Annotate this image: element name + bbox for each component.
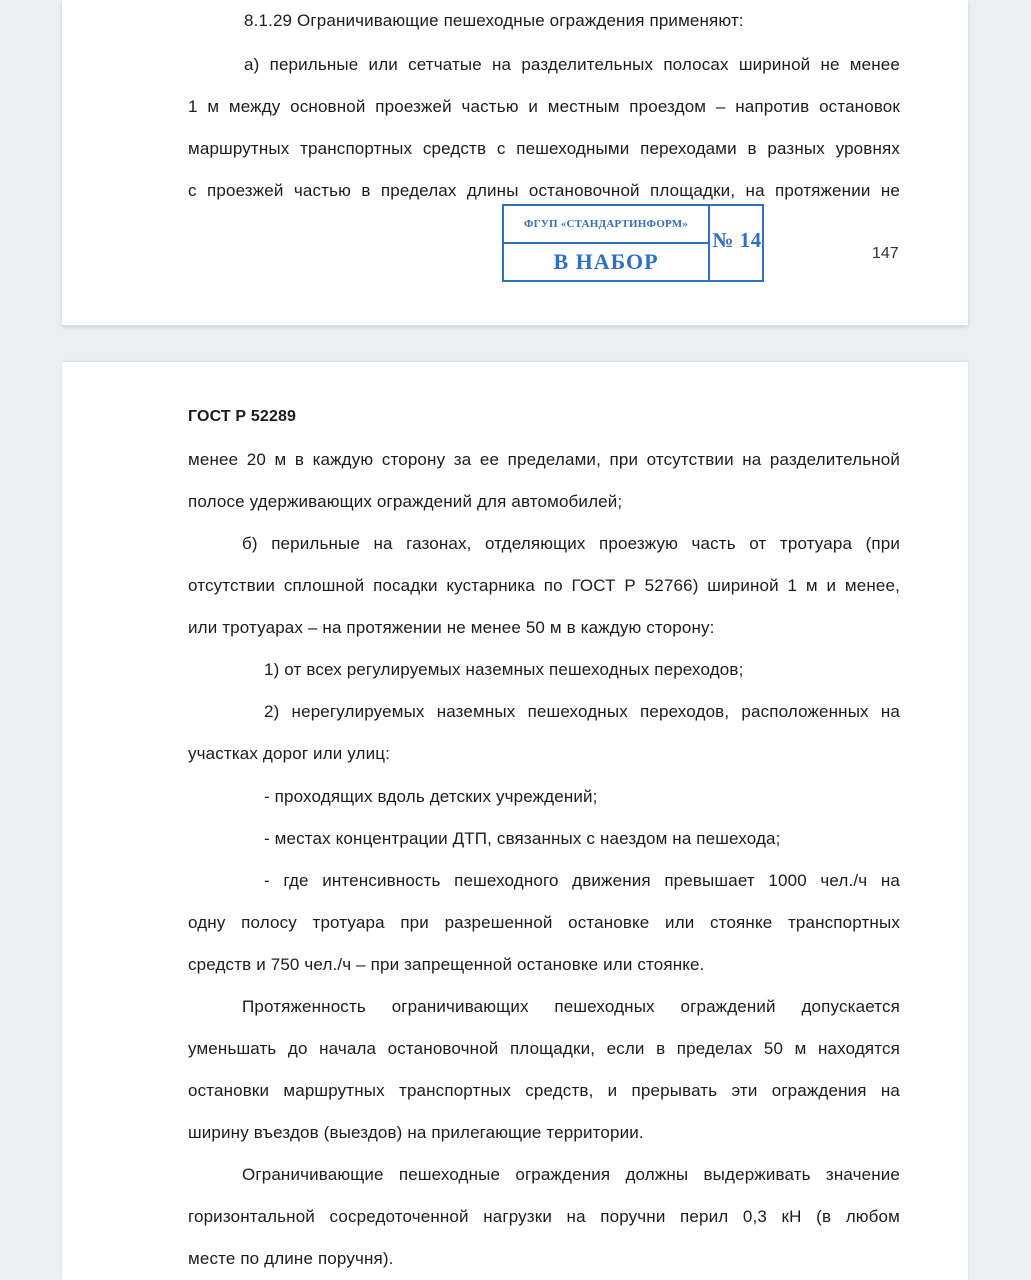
text-line: Ограничивающие пешеходные ограждения должны выдерживать значение <box>242 1165 900 1184</box>
text-line: - проходящих вдоль детских учреждений; <box>264 787 598 806</box>
text-line: участках дорог или улиц: <box>188 744 391 763</box>
text-line: средств и 750 чел./ч – при запрещенной остановке или стоянке. <box>188 955 705 974</box>
page-header: ГОСТ Р 52289 <box>188 408 297 425</box>
page-number: 147 <box>872 245 899 262</box>
stamp-label: В НАБОР <box>553 249 659 274</box>
document-page-148 <box>62 362 968 1280</box>
text-line: маршрутных транспортных средств с пешеходными переходами в разных уровнях <box>188 139 900 158</box>
text-line: отсутствии сплошной посадки кустарника по ГОСТ Р 52766) шириной 1 м и менее, <box>188 576 900 595</box>
stamp-organization: ФГУП «СТАНДАРТИНФОРМ» <box>504 206 708 244</box>
text-line: - местах концентрации ДТП, связанных с наездом на пешехода; <box>264 829 781 848</box>
approval-stamp <box>502 204 764 282</box>
text-line: остановки маршрутных транспортных средств, и прерывать эти ограждения на <box>188 1081 900 1100</box>
text-line: месте по длине поручня). <box>188 1249 394 1268</box>
text-line: или тротуарах – на протяжении не менее 50 м в каждую сторону: <box>188 618 715 637</box>
text-line: 1) от всех регулируемых наземных пешеходных переходов; <box>264 660 744 679</box>
text-line: б) перильные на газонах, отделяющих проезжую часть от тротуара (при <box>242 534 900 553</box>
text-line: полосе удерживающих ограждений для автомобилей; <box>188 492 623 511</box>
document-page-147 <box>62 0 968 325</box>
text-line: а) перильные или сетчатые на разделительных полосах шириной не менее <box>244 55 900 74</box>
text-line: Протяженность ограничивающих пешеходных ограждений допускается <box>242 997 900 1016</box>
text-line: одну полосу тротуара при разрешенной остановке или стоянке транспортных <box>188 913 900 932</box>
text-line: 1 м между основной проезжей частью и местным проездом – напротив остановок <box>188 97 900 116</box>
text-line: менее 20 м в каждую сторону за ее пределами, при отсутствии на разделительной <box>188 450 900 469</box>
stamp-number: № 14 <box>712 228 762 252</box>
text-line: горизонтальной сосредоточенной нагрузки на поручни перил 0,3 кН (в любом <box>188 1207 900 1226</box>
text-line: с проезжей частью в пределах длины остановочной площадки, на протяжении не <box>188 181 900 200</box>
text-line: 2) нерегулируемых наземных пешеходных переходов, расположенных на <box>264 702 900 721</box>
text-line: уменьшать до начала остановочной площадки, если в пределах 50 м находятся <box>188 1039 900 1058</box>
text-line: ширину въездов (выездов) на прилегающие территории. <box>188 1123 644 1142</box>
text-line: 8.1.29 Ограничивающие пешеходные ограждения применяют: <box>244 11 744 30</box>
text-line: - где интенсивность пешеходного движения превышает 1000 чел./ч на <box>264 871 900 890</box>
stamp-left-block <box>504 206 710 280</box>
